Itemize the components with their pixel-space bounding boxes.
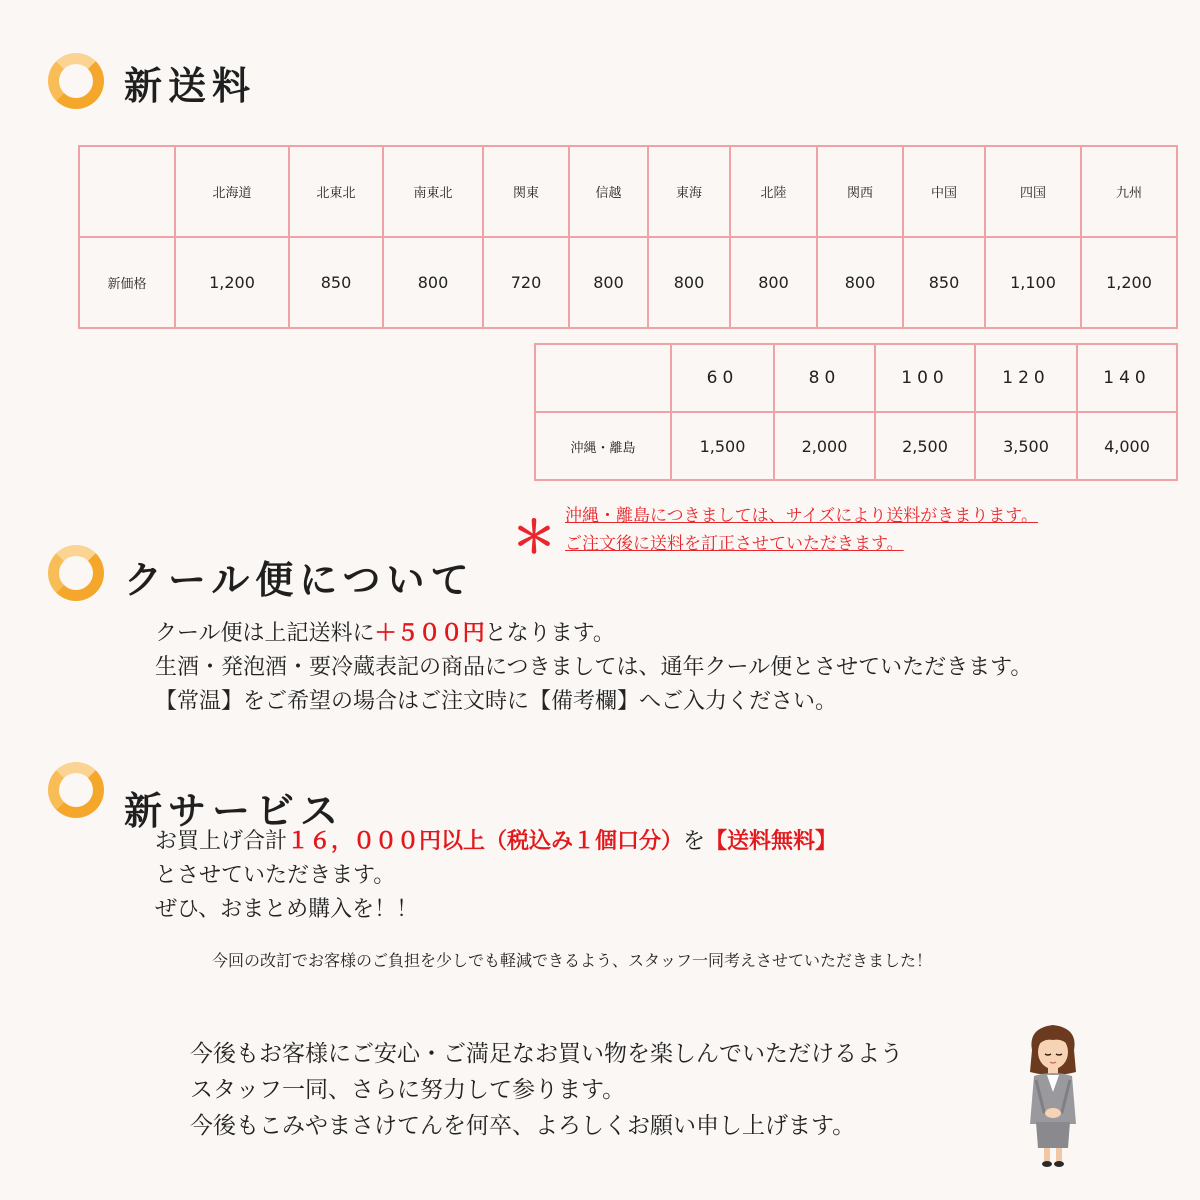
table-corner-cell <box>79 146 175 237</box>
region-header: 関西 <box>817 146 903 237</box>
price-cell: 1,100 <box>985 237 1081 328</box>
section-title-shipping: 新送料 <box>124 64 257 108</box>
text-line: 生酒・発泡酒・要冷蔵表記の商品につきましては、通年クール便とさせていただきます。 <box>155 655 1033 680</box>
price-cell: 800 <box>383 237 483 328</box>
region-header: 中国 <box>903 146 985 237</box>
price-cell: 1,200 <box>1081 237 1177 328</box>
region-header: 関東 <box>483 146 569 237</box>
price-cell: 800 <box>569 237 648 328</box>
region-header: 四国 <box>985 146 1081 237</box>
row-label: 新価格 <box>79 237 175 328</box>
text-fragment: お買上げ合計 <box>155 829 288 854</box>
note-line: 沖縄・離島につきましては、サイズにより送料がきまります。 <box>565 506 1038 526</box>
price-cell: 1,200 <box>175 237 289 328</box>
price-cell: 720 <box>483 237 569 328</box>
orange-ring-icon <box>48 545 104 601</box>
price-cell: 850 <box>289 237 383 328</box>
size-header: 140 <box>1077 344 1177 412</box>
text-fragment: クール便は上記送料に <box>155 621 375 646</box>
table-corner-cell <box>535 344 671 412</box>
region-header: 九州 <box>1081 146 1177 237</box>
region-header: 北陸 <box>730 146 817 237</box>
text-fragment: となります。 <box>484 621 615 646</box>
free-shipping-highlight: 【送料無料】 <box>705 829 838 854</box>
bowing-staff-woman-illustration <box>1018 1020 1088 1168</box>
shipping-rate-table <box>78 145 1178 329</box>
price-cell: 1,500 <box>671 412 774 480</box>
section-title-new-service: 新サービス <box>124 789 345 833</box>
table-header-row <box>79 146 1177 237</box>
region-header: 南東北 <box>383 146 483 237</box>
revision-note: 今回の改訂でお客様のご負担を少しでも軽減できるよう、スタッフ一同考えさせていただきました！ <box>212 951 933 970</box>
region-header: 北海道 <box>175 146 289 237</box>
price-cell: 3,500 <box>975 412 1077 480</box>
table-row <box>535 412 1177 480</box>
region-header: 信越 <box>569 146 648 237</box>
text-line: ぜひ、おまとめ購入を！！ <box>155 897 419 922</box>
orange-ring-icon <box>48 762 104 818</box>
text-line: 【常温】をご希望の場合はご注文時に【備考欄】へご入力ください。 <box>155 689 838 714</box>
orange-ring-icon <box>48 53 104 109</box>
section-title-cool-delivery: クール便について <box>124 558 475 602</box>
okinawa-rate-table <box>534 343 1178 481</box>
okinawa-note <box>565 502 1038 558</box>
table-row <box>79 237 1177 328</box>
note-line: ご注文後に送料を訂正させていただきます。 <box>565 534 904 554</box>
text-line: 今後もこみやまさけてんを何卒、よろしくお願い申し上げます。 <box>190 1113 856 1139</box>
asterisk-icon: ＊ <box>512 512 556 563</box>
price-cell: 800 <box>648 237 730 328</box>
price-cell: 4,000 <box>1077 412 1177 480</box>
closing-message <box>190 1036 903 1144</box>
price-cell: 800 <box>817 237 903 328</box>
size-header: 60 <box>671 344 774 412</box>
text-line: とさせていただきます。 <box>155 863 396 888</box>
new-service-text <box>155 825 837 927</box>
price-cell: 2,500 <box>875 412 975 480</box>
size-header: 80 <box>774 344 875 412</box>
text-fragment: を <box>683 829 706 854</box>
text-line: 今後もお客様にご安心・ご満足なお買い物を楽しんでいただけるよう <box>190 1041 903 1067</box>
region-header: 北東北 <box>289 146 383 237</box>
table-header-row <box>535 344 1177 412</box>
text-line <box>155 825 837 859</box>
surcharge-highlight: ＋５００円 <box>374 621 485 646</box>
text-line: スタッフ一同、さらに努力して参ります。 <box>190 1077 626 1103</box>
threshold-highlight: １６，０００円以上（税込み１個口分） <box>287 829 684 854</box>
region-header: 東海 <box>648 146 730 237</box>
size-header: 100 <box>875 344 975 412</box>
cool-delivery-text <box>155 617 1032 719</box>
text-line <box>155 617 1032 651</box>
price-cell: 2,000 <box>774 412 875 480</box>
row-label: 沖縄・離島 <box>535 412 671 480</box>
size-header: 120 <box>975 344 1077 412</box>
price-cell: 850 <box>903 237 985 328</box>
price-cell: 800 <box>730 237 817 328</box>
